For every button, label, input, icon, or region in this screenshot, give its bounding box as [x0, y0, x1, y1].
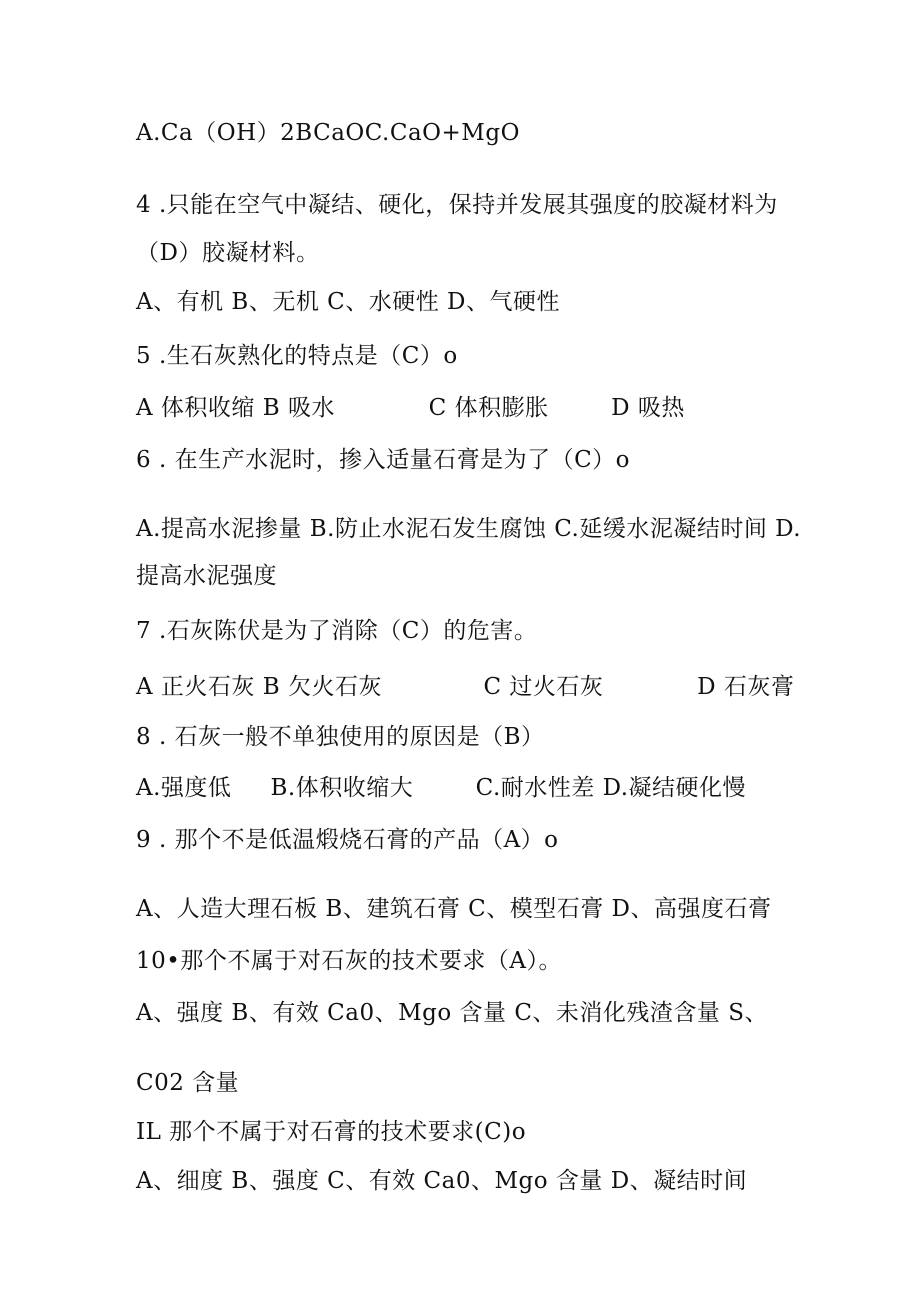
- question-5: 5 .生石灰熟化的特点是（C）o: [136, 343, 458, 369]
- question-7: 7 .石灰陈伏是为了消除（C）的危害。: [136, 618, 538, 644]
- question-8: 8 . 石灰一般不单独使用的原因是（B）: [136, 724, 545, 750]
- options-q10: A、强度 B、有效 Ca0、Mgo 含量 C、未消化残渣含量 S、: [136, 1000, 768, 1026]
- options-q11: A、细度 B、强度 C、有效 Ca0、Mgo 含量 D、凝结时间: [136, 1168, 748, 1194]
- question-11: IL 那个不属于对石膏的技术要求(C)o: [136, 1119, 527, 1145]
- options-q7: A 正火石灰 B 欠火石灰 C 过火石灰 D 石灰膏: [136, 674, 795, 700]
- option-line-q3: A.Ca（OH）2BCaOC.CaO+MgO: [136, 120, 520, 146]
- options-q8: A.强度低 B.体积收缩大 C.耐水性差 D.凝结硬化慢: [136, 775, 747, 801]
- question-4: 4 .只能在空气中凝结、硬化，保持并发展其强度的胶凝材料为: [136, 192, 778, 218]
- options-q5: A 体积收缩 B 吸水 C 体积膨胀 D 吸热: [136, 395, 685, 421]
- options-q4: A、有机 B、无机 C、水硬性 D、气硬性: [136, 289, 560, 315]
- question-10: 10•那个不属于对石灰的技术要求（A）。: [136, 948, 562, 974]
- options-q6-cont: 提高水泥强度: [136, 563, 277, 589]
- question-9: 9 . 那个不是低温煅烧石膏的产品（A）o: [136, 827, 559, 853]
- question-6: 6 . 在生产水泥时，掺入适量石膏是为了（C）o: [136, 447, 631, 473]
- options-q9: A、人造大理石板 B、建筑石膏 C、模型石膏 D、高强度石膏: [136, 896, 772, 922]
- options-q6: A.提高水泥掺量 B.防止水泥石发生腐蚀 C.延缓水泥凝结时间 D.: [136, 516, 802, 542]
- options-q10-cont: C02 含量: [136, 1070, 240, 1096]
- question-4-cont: （D）胶凝材料。: [136, 240, 320, 266]
